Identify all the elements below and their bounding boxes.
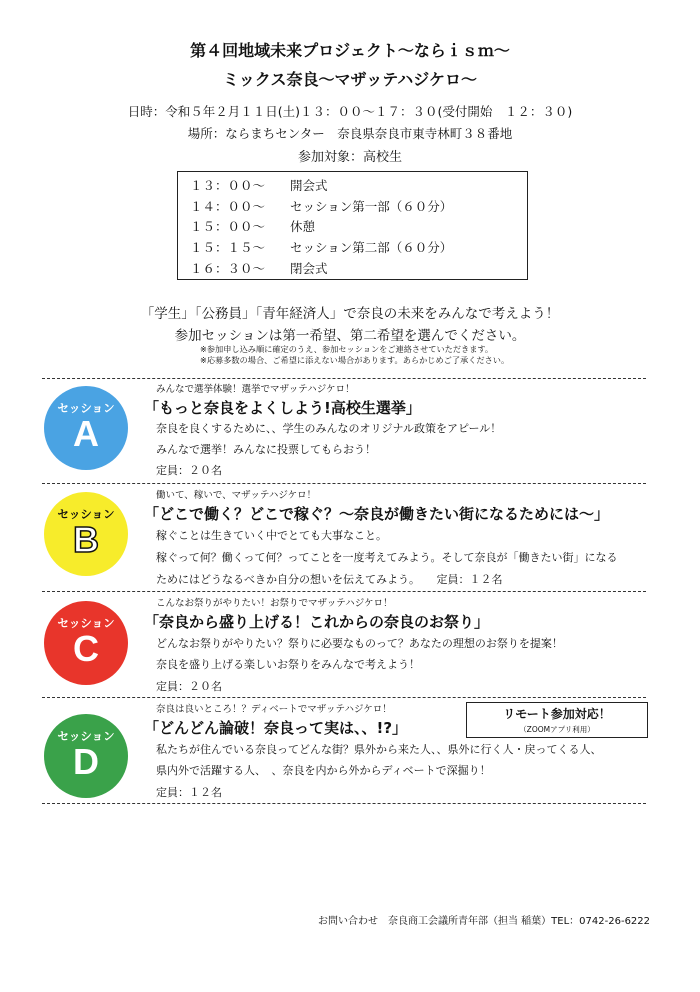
contact-footer: お問い合わせ 奈良商工会議所青年部（担当 稲葉）TEL：0742-26-6222 [318,916,651,927]
schedule-event: セッション第二部（６０分） [290,240,453,255]
session-a-line: みんなで選挙！みんなに投票してもらおう！ [156,443,376,456]
session-c-tag: こんなお祭りがやりたい！お祭りでマザッテハジケロ！ [156,598,393,609]
schedule-event: 閉会式 [290,261,328,276]
call-to-action: 「学生」「公務員」「青年経済人」で奈良の未来をみんなで考えよう！ [140,306,560,322]
session-d-title: 「どんどん論破！奈良って実は、、!?」 [144,719,408,737]
divider [42,591,646,592]
session-a-badge [44,386,128,470]
session-b-badge [44,492,128,576]
schedule-row [178,197,527,217]
event-place: 場所：ならまちセンター 奈良県奈良市東寺林町３８番地 [187,126,513,141]
session-letter: A [73,413,99,454]
session-c-capacity: 定員：２０名 [156,680,222,693]
remote-box [466,702,648,738]
note-1: ※参加申し込み順に確定のうえ、参加セッションをご連絡させていただきます。 [200,344,494,354]
session-c-line: どんなお祭りがやりたい？祭りに必要なものって？あなたの理想のお祭りを提案！ [156,637,563,650]
session-a-tag: みんなで選挙体験！選挙でマザッテハジケロ！ [156,384,355,395]
divider [42,483,646,484]
schedule-time: １６：３０〜 [190,261,266,276]
session-letter: B [73,519,99,560]
session-label: セッション [57,507,115,521]
session-d-capacity: 定員：１２名 [156,786,222,799]
divider [42,378,646,379]
schedule-row [178,176,527,196]
schedule-row [178,259,527,279]
schedule-time: １５：１５〜 [190,240,266,255]
schedule-event: 開会式 [290,178,328,193]
session-a-capacity: 定員：２０名 [156,464,222,477]
note-2: ※応募多数の場合、ご希望に添えない場合があります。あらかじめご了承ください。 [200,355,510,365]
session-label: セッション [57,401,115,415]
session-c-badge [44,601,128,685]
session-choice-text: 参加セッションは第一希望、第二希望を選んでください。 [174,328,526,344]
session-a-line: 奈良を良くするために、、学生のみんなのオリジナル政策をアピール！ [156,422,502,435]
session-d-line: 私たちが住んでいる奈良ってどんな街？県外から来た人、、県外に行く人・戻ってくる人、 [156,743,602,756]
session-label: セッション [57,729,115,743]
schedule-time: １３：００〜 [190,178,266,193]
session-b-title: 「どこで働く？どこで稼ぐ？〜奈良が働きたい街になるためには〜」 [144,505,610,523]
divider [42,803,646,804]
remote-note: （ZOOMアプリ利用） [519,725,595,734]
session-b-tag: 働いて、稼いで、マザッテハジケロ！ [156,490,317,501]
session-letter: C [73,628,99,669]
event-datetime: 日時：令和５年２月１１日(土)１３：００〜１７：３０(受付開始 １２：３０) [127,104,573,119]
session-b-line: ためにはどうなるべきか自分の想いを伝えてみよう。 定員：１２名 [156,573,503,586]
schedule-time: １５：００〜 [190,219,266,234]
session-b-line: 稼ぐって何？働くって何？ってことを一度考えてみよう。そして奈良が「働きたい街」になる [156,551,618,564]
session-b-line: 稼ぐことは生きていく中でとても大事なこと。 [156,529,387,542]
schedule-row [178,217,527,237]
session-c-title: 「奈良から盛り上げる！これからの奈良のお祭り」 [144,613,490,631]
schedule-event: 休憩 [290,219,316,234]
schedule-row [178,238,527,258]
schedule-time: １４：００〜 [190,199,266,214]
session-d-tag: 奈良は良いところ！？ディベートでマザッテハジケロ！ [156,704,392,715]
title-line-2: ミックス奈良〜マザッテハジケロ〜 [223,70,477,89]
remote-label: リモート参加対応！ [503,707,611,721]
divider [42,697,646,698]
session-c-line: 奈良を盛り上げる楽しいお祭りをみんなで考えよう！ [156,658,420,671]
schedule-event: セッション第一部（６０分） [290,199,453,214]
session-a-title: 「もっと奈良をよくしよう!高校生選挙」 [144,399,421,417]
session-d-line: 県内外で活躍する人、 、奈良を内から外からディベートで深掘り！ [156,764,491,777]
session-d-badge [44,714,128,798]
session-label: セッション [57,616,115,630]
schedule-box [177,171,528,280]
event-target: 参加対象：高校生 [297,150,402,165]
title-line-1: 第４回地域未来プロジェクト〜ならｉｓｍ〜 [190,41,510,60]
session-letter: D [73,741,99,782]
